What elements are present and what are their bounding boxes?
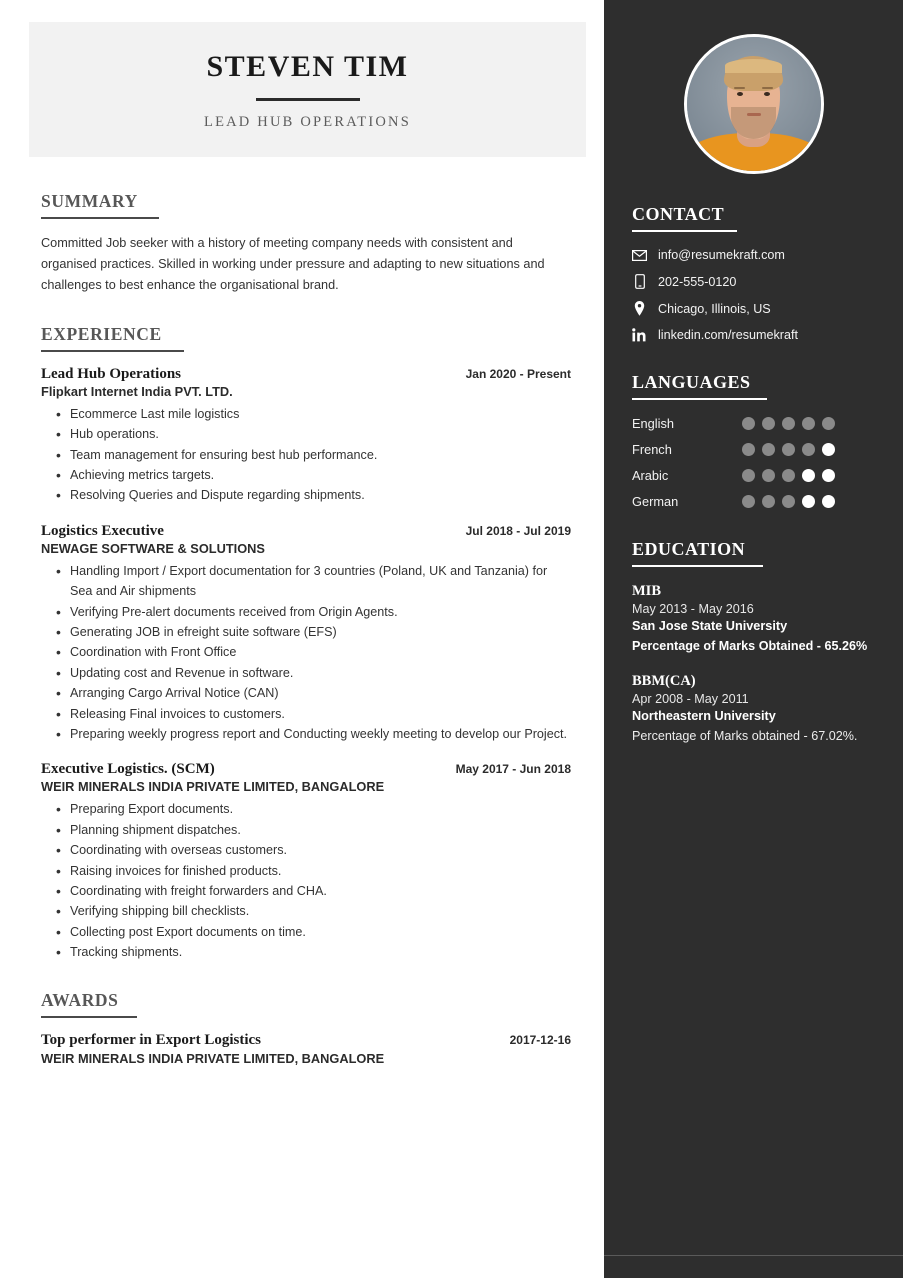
contact-item-phone[interactable] <box>632 274 877 289</box>
experience-item <box>41 761 571 962</box>
avatar-mouth <box>747 113 761 116</box>
experience-heading-rule <box>41 350 184 352</box>
experience-company: WEIR MINERALS INDIA PRIVATE LIMITED, BANGALORE <box>41 779 385 795</box>
experience-bullet: • Verifying Pre-alert documents received from Origin Agents. <box>41 602 571 622</box>
award-item <box>41 1032 571 1066</box>
sidebar-footer-divider <box>604 1255 903 1256</box>
award-date: 2017-12-16 <box>509 1033 571 1048</box>
education-date: Apr 2008 - May 2011 <box>632 691 749 706</box>
language-item <box>632 416 877 431</box>
language-item <box>632 494 877 509</box>
awards-heading: AWARDS <box>41 990 119 1011</box>
experience-bullet: • Coordinating with overseas customers. <box>41 840 571 860</box>
experience-item-header <box>41 366 571 383</box>
experience-bullet: • Collecting post Export documents on time. <box>41 922 571 942</box>
experience-bullet: • Coordinating with freight forwarders and CHA. <box>41 881 571 901</box>
contact-item-email[interactable] <box>632 248 877 262</box>
experience-role: Executive Logistics. (SCM) <box>41 761 215 778</box>
contact-heading-rule <box>632 230 737 232</box>
experience-bullet: • Planning shipment dispatches. <box>41 820 571 840</box>
education-heading: EDUCATION <box>632 539 746 559</box>
experience-date: May 2017 - Jun 2018 <box>455 762 571 777</box>
sidebar <box>604 0 903 1278</box>
experience-date: Jan 2020 - Present <box>465 366 571 381</box>
contact-heading: CONTACT <box>632 204 725 224</box>
experience-bullet: • Arranging Cargo Arrival Notice (CAN) <box>41 683 571 703</box>
summary-heading-rule <box>41 217 159 219</box>
language-level-dots <box>742 495 835 508</box>
level-dot <box>742 443 755 456</box>
language-item <box>632 468 877 483</box>
experience-bullet: • Hub operations. <box>41 424 571 444</box>
candidate-title: LEAD HUB OPERATIONS <box>204 114 411 130</box>
experience-item <box>41 366 571 506</box>
level-dot <box>742 417 755 430</box>
left-content <box>0 191 604 1066</box>
level-dot <box>762 417 775 430</box>
phone-icon <box>632 274 647 289</box>
education-degree: BBM(CA) <box>632 672 696 689</box>
experience-bullet: • Raising invoices for finished products. <box>41 861 571 881</box>
languages-list <box>632 416 877 509</box>
level-dot <box>762 469 775 482</box>
language-level-dots <box>742 443 835 456</box>
level-dot <box>782 417 795 430</box>
experience-bullet: • Preparing Export documents. <box>41 799 571 819</box>
contact-item-linkedin[interactable] <box>632 328 877 342</box>
contact-phone-text: 202-555-0120 <box>658 274 737 289</box>
sidebar-content <box>604 204 903 746</box>
language-name: French <box>632 442 672 457</box>
level-dot <box>802 495 815 508</box>
experience-bullet: • Releasing Final invoices to customers. <box>41 704 571 724</box>
level-dot <box>742 495 755 508</box>
experience-bullet: • Generating JOB in efreight suite software (EFS) <box>41 622 571 642</box>
language-level-dots <box>742 417 835 430</box>
level-dot <box>762 443 775 456</box>
name-divider <box>256 98 360 101</box>
education-detail: Percentage of Marks obtained - 67.02%. <box>632 728 858 743</box>
experience-bullet: • Verifying shipping bill checklists. <box>41 901 571 921</box>
contact-location-text: Chicago, Illinois, US <box>658 301 771 316</box>
education-item <box>632 673 877 746</box>
envelope-icon <box>632 250 647 261</box>
avatar-eyebrow-right <box>762 87 773 90</box>
contact-email-text: info@resumekraft.com <box>658 248 785 262</box>
experience-bullet: • Resolving Queries and Dispute regarding shipments. <box>41 485 571 505</box>
level-dot <box>802 469 815 482</box>
education-school: Northeastern University <box>632 708 776 723</box>
languages-heading-rule <box>632 398 767 400</box>
languages-heading: LANGUAGES <box>632 372 751 392</box>
experience-bullet: • Preparing weekly progress report and Conducting weekly meeting to develop our Project. <box>41 724 571 744</box>
language-name: Arabic <box>632 468 669 483</box>
education-date: May 2013 - May 2016 <box>632 602 754 616</box>
experience-bullet: • Tracking shipments. <box>41 942 571 962</box>
experience-role: Lead Hub Operations <box>41 365 182 382</box>
level-dot <box>822 469 835 482</box>
award-item-header <box>41 1032 571 1049</box>
experience-company: NEWAGE SOFTWARE & SOLUTIONS <box>41 540 265 556</box>
experience-item-header <box>41 761 571 778</box>
language-name: English <box>632 416 674 431</box>
level-dot <box>762 495 775 508</box>
experience-bullet: • Coordination with Front Office <box>41 642 571 662</box>
summary-heading: SUMMARY <box>41 191 138 211</box>
education-detail: Percentage of Marks Obtained - 65.26% <box>632 639 868 653</box>
level-dot <box>822 443 835 456</box>
experience-item <box>41 523 571 745</box>
contact-item-location[interactable] <box>632 301 877 316</box>
experience-role: Logistics Executive <box>41 522 164 539</box>
experience-company: Flipkart Internet India PVT. LTD. <box>41 383 233 399</box>
avatar-wrapper <box>604 0 903 174</box>
location-pin-icon <box>632 301 647 316</box>
experience-heading: EXPERIENCE <box>41 323 162 344</box>
education-heading-rule <box>632 565 763 567</box>
language-level-dots <box>742 469 835 482</box>
summary-text: Committed Job seeker with a history of meeting company needs with consistent and organised practices. Skilled in working under pressure and adapting to new situations and challenges to best enhance the organisational brand. <box>41 236 545 292</box>
level-dot <box>742 469 755 482</box>
experience-bullet: • Updating cost and Revenue in software. <box>41 663 571 683</box>
name-banner <box>29 22 586 157</box>
level-dot <box>782 495 795 508</box>
language-name: German <box>632 494 679 509</box>
level-dot <box>822 495 835 508</box>
avatar <box>684 34 824 174</box>
experience-date: Jul 2018 - Jul 2019 <box>465 523 571 538</box>
experience-bullets <box>41 404 571 506</box>
linkedin-icon <box>632 328 647 342</box>
avatar-eyebrow-left <box>734 87 745 90</box>
award-title: Top performer in Export Logistics <box>41 1032 261 1049</box>
level-dot <box>782 443 795 456</box>
contact-list <box>632 248 877 342</box>
experience-bullet: • Team management for ensuring best hub performance. <box>41 445 571 465</box>
experience-bullet: • Handling Import / Export documentation for 3 countries (Poland, UK and Tanzania) for Sea and Air shipments <box>41 561 571 602</box>
experience-item-header <box>41 523 571 540</box>
experience-bullets <box>41 561 571 745</box>
awards-heading-rule <box>41 1016 137 1018</box>
level-dot <box>802 417 815 430</box>
experience-bullets <box>41 799 571 962</box>
education-degree: MIB <box>632 583 661 599</box>
level-dot <box>822 417 835 430</box>
contact-linkedin-text: linkedin.com/resumekraft <box>658 328 798 342</box>
experience-bullet: • Ecommerce Last mile logistics <box>41 404 571 424</box>
level-dot <box>802 443 815 456</box>
avatar-eye-right <box>764 92 770 96</box>
level-dot <box>782 469 795 482</box>
education-school: San Jose State University <box>632 619 788 633</box>
education-item <box>632 583 877 656</box>
award-organization: WEIR MINERALS INDIA PRIVATE LIMITED, BANGALORE <box>41 1051 385 1067</box>
avatar-hair-highlight <box>725 59 783 72</box>
candidate-name: STEVEN TIM <box>206 50 409 83</box>
language-item <box>632 442 877 457</box>
experience-bullet: • Achieving metrics targets. <box>41 465 571 485</box>
